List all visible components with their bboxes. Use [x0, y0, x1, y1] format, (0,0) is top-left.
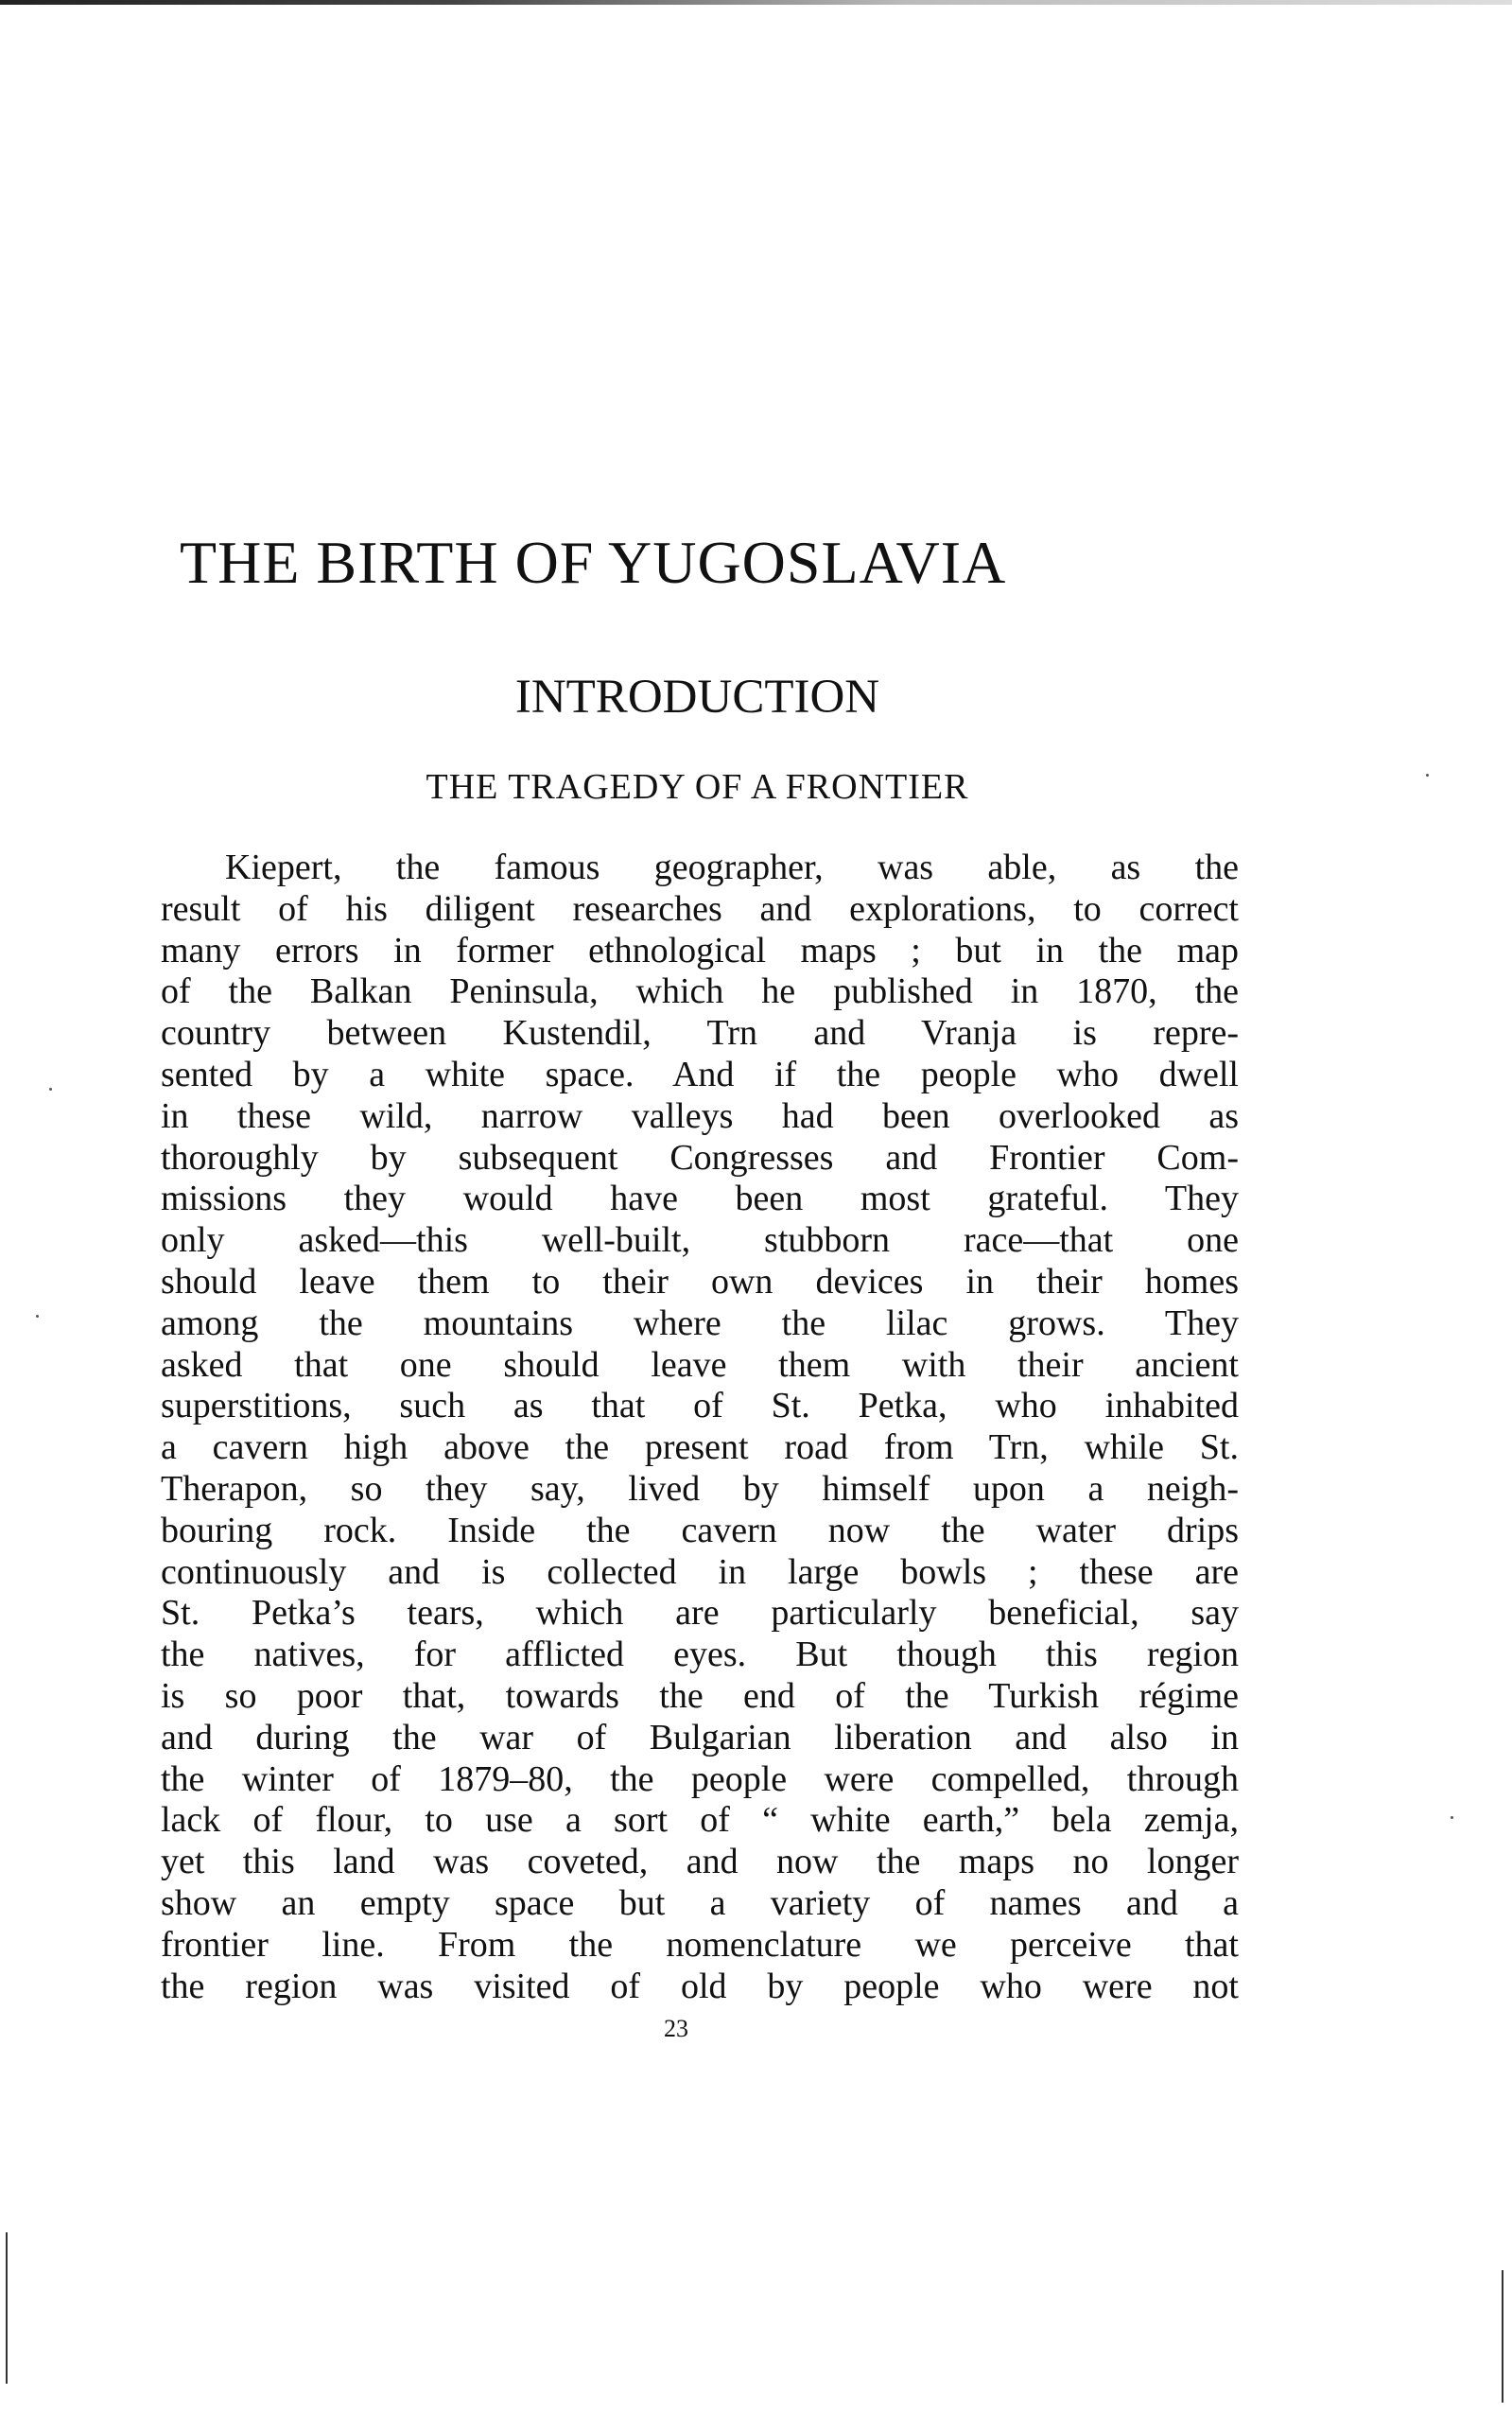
- body-line: is so poor that, towards the end of the Turkish régime: [161, 1675, 1239, 1716]
- book-title: THE BIRTH OF YUGOSLAVIA: [180, 529, 1007, 596]
- chapter-title: INTRODUCTION: [514, 671, 880, 724]
- top-edge-rule: [0, 0, 1512, 5]
- section-title: THE TRAGEDY OF A FRONTIER: [426, 767, 969, 807]
- body-line: show an empty space but a variety of names and a: [161, 1882, 1239, 1923]
- body-line: bouring rock. Inside the cavern now the water drips: [161, 1510, 1239, 1550]
- body-line: in these wild, narrow valleys had been overlooked as: [161, 1095, 1239, 1136]
- body-line: many errors in former ethnological maps ; but in the map: [161, 930, 1239, 970]
- body-line: frontier line. From the nomenclature we perceive that: [161, 1924, 1239, 1965]
- left-edge-mark: [6, 2232, 8, 2384]
- body-line: should leave them to their own devices in their homes: [161, 1261, 1239, 1302]
- scan-speck: [1451, 1816, 1453, 1819]
- scan-speck: [1426, 774, 1429, 777]
- body-line: yet this land was coveted, and now the maps no longer: [161, 1842, 1239, 1882]
- body-line: asked that one should leave them with their ancient: [161, 1344, 1239, 1385]
- body-line: lack of flour, to use a sort of “ white earth,” bela zemja,: [161, 1800, 1239, 1841]
- body-line: only asked—this well-built, stubborn race—that one: [161, 1220, 1239, 1261]
- body-line: the natives, for afflicted eyes. But though this region: [161, 1635, 1239, 1675]
- body-line: continuously and is collected in large bowls ; these are: [161, 1551, 1239, 1592]
- body-line: Therapon, so they say, lived by himself upon a neigh-: [161, 1468, 1239, 1509]
- body-line: a cavern high above the present road from Trn, while St.: [161, 1427, 1239, 1468]
- body-line: result of his diligent researches and explorations, to correct: [161, 888, 1239, 929]
- body-paragraph: [161, 848, 1239, 2007]
- body-line: superstitions, such as that of St. Petka, who inhabited: [161, 1386, 1239, 1426]
- body-line: Kiepert, the famous geographer, was able, as the: [225, 848, 1239, 887]
- scan-speck: [36, 1315, 39, 1318]
- scan-speck: [49, 1088, 52, 1091]
- body-line: and during the war of Bulgarian liberation and also in: [161, 1717, 1239, 1757]
- body-line: missions they would have been most grateful. They: [161, 1179, 1239, 1219]
- body-line: country between Kustendil, Trn and Vranja is repre-: [161, 1013, 1239, 1054]
- body-line: thoroughly by subsequent Congresses and Frontier Com-: [161, 1137, 1239, 1178]
- body-line: among the mountains where the lilac grows. They: [161, 1303, 1239, 1343]
- body-line: the winter of 1879–80, the people were compelled, through: [161, 1758, 1239, 1799]
- page-number: 23: [664, 2015, 688, 2042]
- body-line: of the Balkan Peninsula, which he published in 1870, the: [161, 971, 1239, 1012]
- body-line: the region was visited of old by people who were not: [161, 1966, 1239, 2006]
- body-line: St. Petka’s tears, which are particularly beneficial, say: [161, 1593, 1239, 1634]
- body-line: sented by a white space. And if the people who dwell: [161, 1054, 1239, 1094]
- right-edge-mark: [1502, 2270, 1503, 2403]
